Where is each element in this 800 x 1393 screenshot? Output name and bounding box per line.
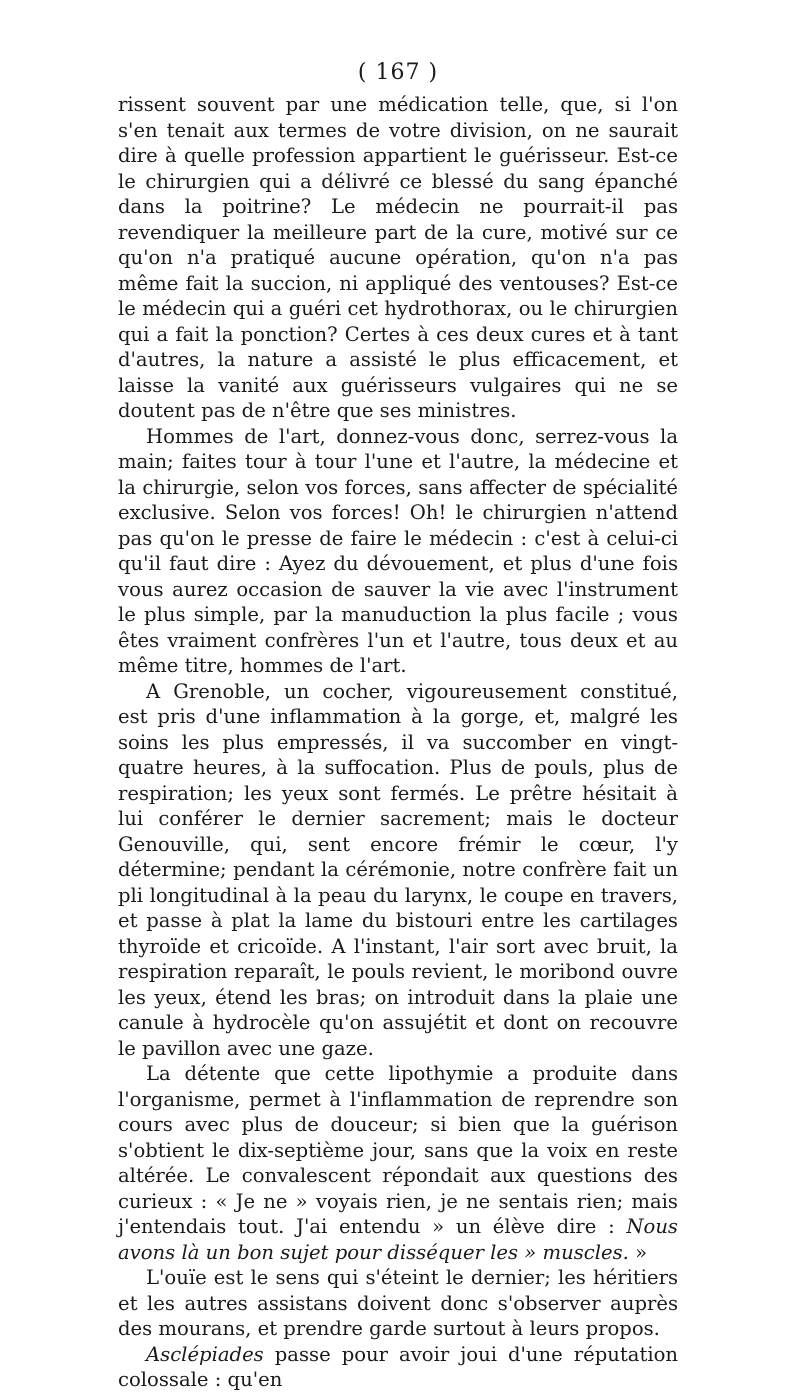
name-asclepiades: Asclépiades (146, 1342, 264, 1366)
quoted-italic-phrase: Nous avons là un bon sujet pour disséquer les » muscles. (118, 1215, 678, 1264)
closing-quote: » (628, 1240, 648, 1264)
page-number: ( 167 ) (357, 60, 439, 85)
paragraph-asclepiades-text: passe pour avoir joui d'une réputation colossale : qu'en (118, 1342, 678, 1391)
paragraph-asclepiades (118, 1342, 678, 1393)
book-page (118, 60, 678, 1393)
paragraph-detente (118, 1061, 678, 1265)
paragraph-detente-text: La détente que cette lipothymie a produite dans l'organisme, permet à l'inflammation de reprendre son cours avec plus de douceur; si bien que la guérison s'obtient le dix-septième jour, sans que la voix en reste altérée. Le convalescent répondait aux questions des curieux : « Je ne » voyais rien, je ne sentais rien; mais j'entendais tout. J'ai entendu » un élève dire : (118, 1062, 678, 1238)
paragraph-hommes-de-l-art: Hommes de l'art, donnez-vous donc, serrez-vous la main; faites tour à tour l'une et l'autre, la médecine et la chirurgie, selon vos forces, sans affecter de spécialité exclusive. Selon vos forces! Oh! le chirurgien n'attend pas qu'on le presse de faire le médecin : c'est à celui-ci qu'il faut dire : Ayez du dévouement, et plus d'une fois vous aurez occasion de sauver la vie avec l'instrument le plus simple, par la manuduction la plus facile ; vous êtes vraiment confrères l'un et l'autre, tous deux et au même titre, hommes de l'art. (118, 424, 678, 677)
paragraph-continuation: rissent souvent par une médication telle, que, si l'on s'en tenait aux termes de votre division, on ne saurait dire à quelle profession appartient le guérisseur. Est-ce le chirurgien qui a délivré ce blessé du sang épanché dans la poitrine? Le médecin ne pourrait-il pas revendiquer la meilleure part de la cure, motivé sur ce qu'on n'a pratiqué aucune opération, qu'on n'a pas même fait la succion, ni appliqué des ventouses? Est-ce le médecin qui a guéri cet hydrothorax, ou le chirurgien qui a fait la ponction? Certes à ces deux cures et à tant d'autres, la nature a assisté le plus efficacement, et laisse la vanité aux guérisseurs vulgaires qui ne se doutent pas de n'être que ses ministres. (118, 93, 678, 422)
paragraph-grenoble: A Grenoble, un cocher, vigoureusement constitué, est pris d'une inflammation à la gorge, et, malgré les soins les plus empressés, il va succomber en vingt-quatre heures, à la suffocation. Plus de pouls, plus de respiration; les yeux sont fermés. Le prêtre hésitait à lui conférer le dernier sacrement; mais le docteur Genouville, qui, sent encore frémir le cœur, l'y détermine; pendant la cérémonie, notre confrère fait un pli longitudinal à la peau du larynx, le coupe en travers, et passe à plat la lame du bistouri entre les cartilages thyroïde et cricoïde. A l'instant, l'air sort avec bruit, la respiration reparaît, le pouls revient, le moribond ouvre les yeux, étend les bras; on introduit dans la plaie une canule à hydrocèle qu'on assujétit et dont on recouvre le pavillon avec une gaze. (118, 679, 678, 1060)
paragraph-ouie: L'ouïe est le sens qui s'éteint le dernier; les héritiers et les autres assistans doivent donc s'observer auprès des mourans, et prendre garde surtout à leurs propos. (118, 1266, 678, 1340)
